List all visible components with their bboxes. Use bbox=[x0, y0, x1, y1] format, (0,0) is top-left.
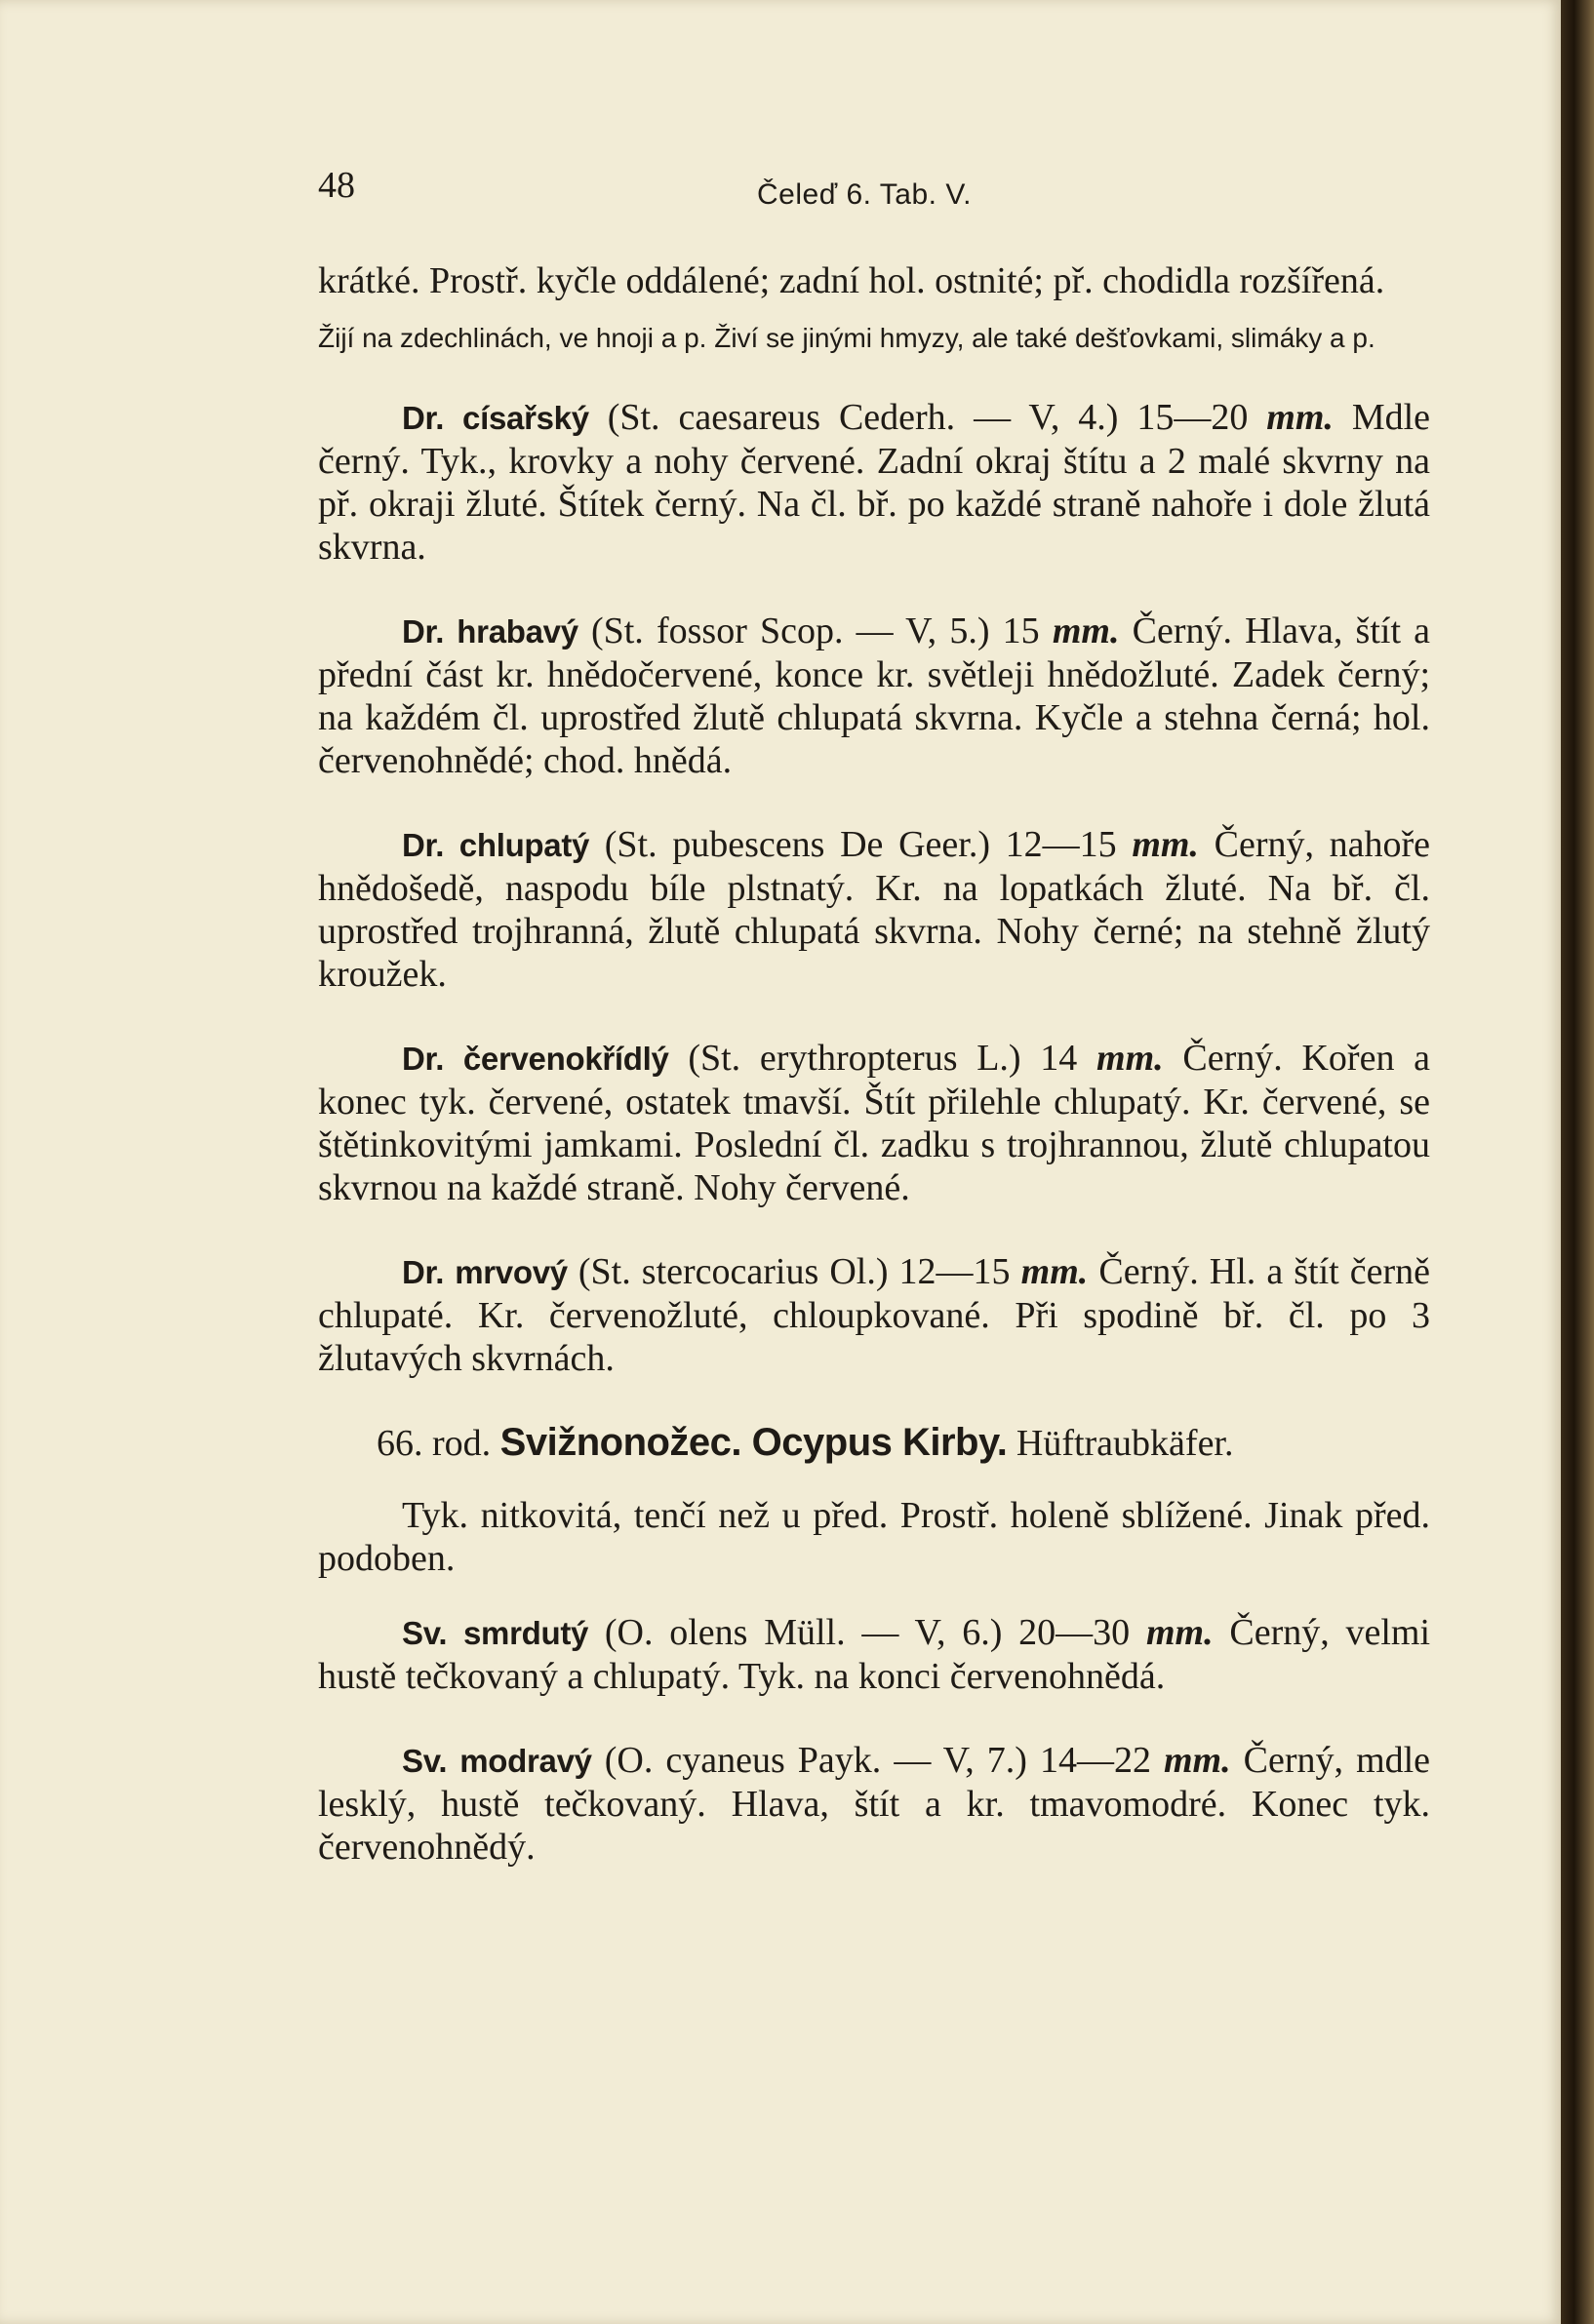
species-entry bbox=[318, 1250, 1430, 1380]
habitat-note: Žijí na zdechlinách, ve hnoji a p. Živí se jinými hmyzy, ale také dešťovkami, slimáky a p. bbox=[318, 323, 1375, 353]
species-entry bbox=[318, 1739, 1430, 1869]
species-ref: (St. pubescens De Geer.) 12—15 bbox=[604, 824, 1117, 865]
species-ref: (O. cyaneus Payk. — V, 7.) 14—22 bbox=[604, 1740, 1151, 1781]
book-spine-edge bbox=[1561, 0, 1594, 2324]
species-name: chlupatý bbox=[458, 827, 590, 863]
species-entry bbox=[318, 396, 1430, 569]
genus-number: 66. rod. bbox=[377, 1423, 492, 1464]
species-ref: (St. fossor Scop. — V, 5.) 15 bbox=[590, 611, 1040, 651]
species-desc: Černý. Hl. a štít černě chlupaté. Kr. červenožluté, chloupkované. Při spodině bř. čl. po 3 žlutavých skvrnách. bbox=[318, 1251, 1431, 1379]
page-number: 48 bbox=[318, 165, 355, 206]
species-abbr: Dr. bbox=[402, 1254, 445, 1290]
species-abbr: Dr. bbox=[402, 400, 445, 436]
species-abbr: Sv. bbox=[402, 1743, 448, 1779]
species-ref: (St. stercocarius Ol.) 12—15 bbox=[578, 1251, 1011, 1292]
species-entry bbox=[318, 823, 1430, 996]
species-abbr: Dr. bbox=[402, 827, 445, 863]
species-desc: Mdle černý. Tyk., krovky a nohy červené. Zadní okraj štítu a 2 malé skvrny na př. okraji žluté. Štítek černý. Na čl. bř. po každé straně nahoře i dole žlutá skvrna. bbox=[318, 397, 1431, 568]
species-abbr: Sv. bbox=[402, 1615, 448, 1651]
species-entry bbox=[318, 1037, 1430, 1209]
page-text bbox=[318, 156, 1430, 1910]
species-unit: mm. bbox=[1052, 611, 1120, 651]
species-entry bbox=[318, 1611, 1430, 1698]
intro-paragraph: krátké. Prostř. kyčle oddálené; zadní hol. ostnité; př. chodidla rozšířená. bbox=[318, 260, 1385, 301]
species-unit: mm. bbox=[1164, 1740, 1231, 1781]
species-ref: (O. olens Müll. — V, 6.) 20—30 bbox=[604, 1612, 1131, 1653]
species-desc: Černý, mdle lesklý, hustě tečkovaný. Hlava, štít a kr. tmavomodré. Konec tyk. červenohnědý. bbox=[318, 1740, 1431, 1868]
species-ref: (St. caesareus Cederh. — V, 4.) 15—20 bbox=[607, 397, 1249, 438]
species-unit: mm. bbox=[1020, 1251, 1089, 1292]
species-unit: mm. bbox=[1266, 397, 1334, 438]
page-header bbox=[318, 156, 1430, 234]
genus-name: Svižnonožec. Ocypus Kirby. bbox=[499, 1421, 1008, 1464]
species-desc: Černý. Kořen a konec tyk. červené, ostatek tmavší. Štít přilehle chlupatý. Kr. červené, se štětinkovitými jamkami. Poslední čl. zadku s trojhrannou, žlutě chlupatou skvrnou na každé straně. Nohy červené. bbox=[318, 1038, 1431, 1208]
species-name: císařský bbox=[462, 400, 589, 436]
species-unit: mm. bbox=[1096, 1038, 1164, 1079]
genus-german-name: Hüftraubkäfer. bbox=[1016, 1423, 1234, 1464]
species-entry bbox=[318, 610, 1430, 782]
species-ref: (St. erythropterus L.) 14 bbox=[688, 1038, 1078, 1079]
species-name: smrdutý bbox=[462, 1615, 589, 1651]
genus-description: Tyk. nitkovitá, tenčí než u před. Prostř. holeně sblížené. Jinak před. podoben. bbox=[318, 1495, 1430, 1579]
species-name: mrvový bbox=[455, 1254, 568, 1290]
species-name: hrabavý bbox=[457, 613, 578, 650]
species-unit: mm. bbox=[1145, 1612, 1214, 1653]
species-unit: mm. bbox=[1132, 824, 1199, 865]
species-abbr: Dr. bbox=[402, 613, 445, 650]
species-name: červenokřídlý bbox=[462, 1041, 669, 1077]
genus-heading bbox=[318, 1421, 1430, 1465]
species-desc: Černý, nahoře hnědošedě, naspodu bíle plstnatý. Kr. na lopatkách žluté. Na bř. čl. uprostřed trojhranná, žlutě chlupatá skvrna. Nohy černé; na stehně žlutý kroužek. bbox=[318, 824, 1431, 995]
species-desc: Černý, velmi hustě tečkovaný a chlupatý. Tyk. na konci červenohnědá. bbox=[318, 1612, 1431, 1697]
species-desc: Černý. Hlava, štít a přední část kr. hnědočervené, konce kr. světleji hnědožluté. Zadek černý; na každém čl. uprostřed žlutě chlupatá skvrna. Kyčle a stehna černá; hol. červenohnědé; chod. hnědá. bbox=[318, 611, 1431, 781]
running-head: Čeleď 6. Tab. V. bbox=[757, 178, 972, 211]
species-abbr: Dr. bbox=[402, 1041, 445, 1077]
species-name: modravý bbox=[459, 1743, 592, 1779]
